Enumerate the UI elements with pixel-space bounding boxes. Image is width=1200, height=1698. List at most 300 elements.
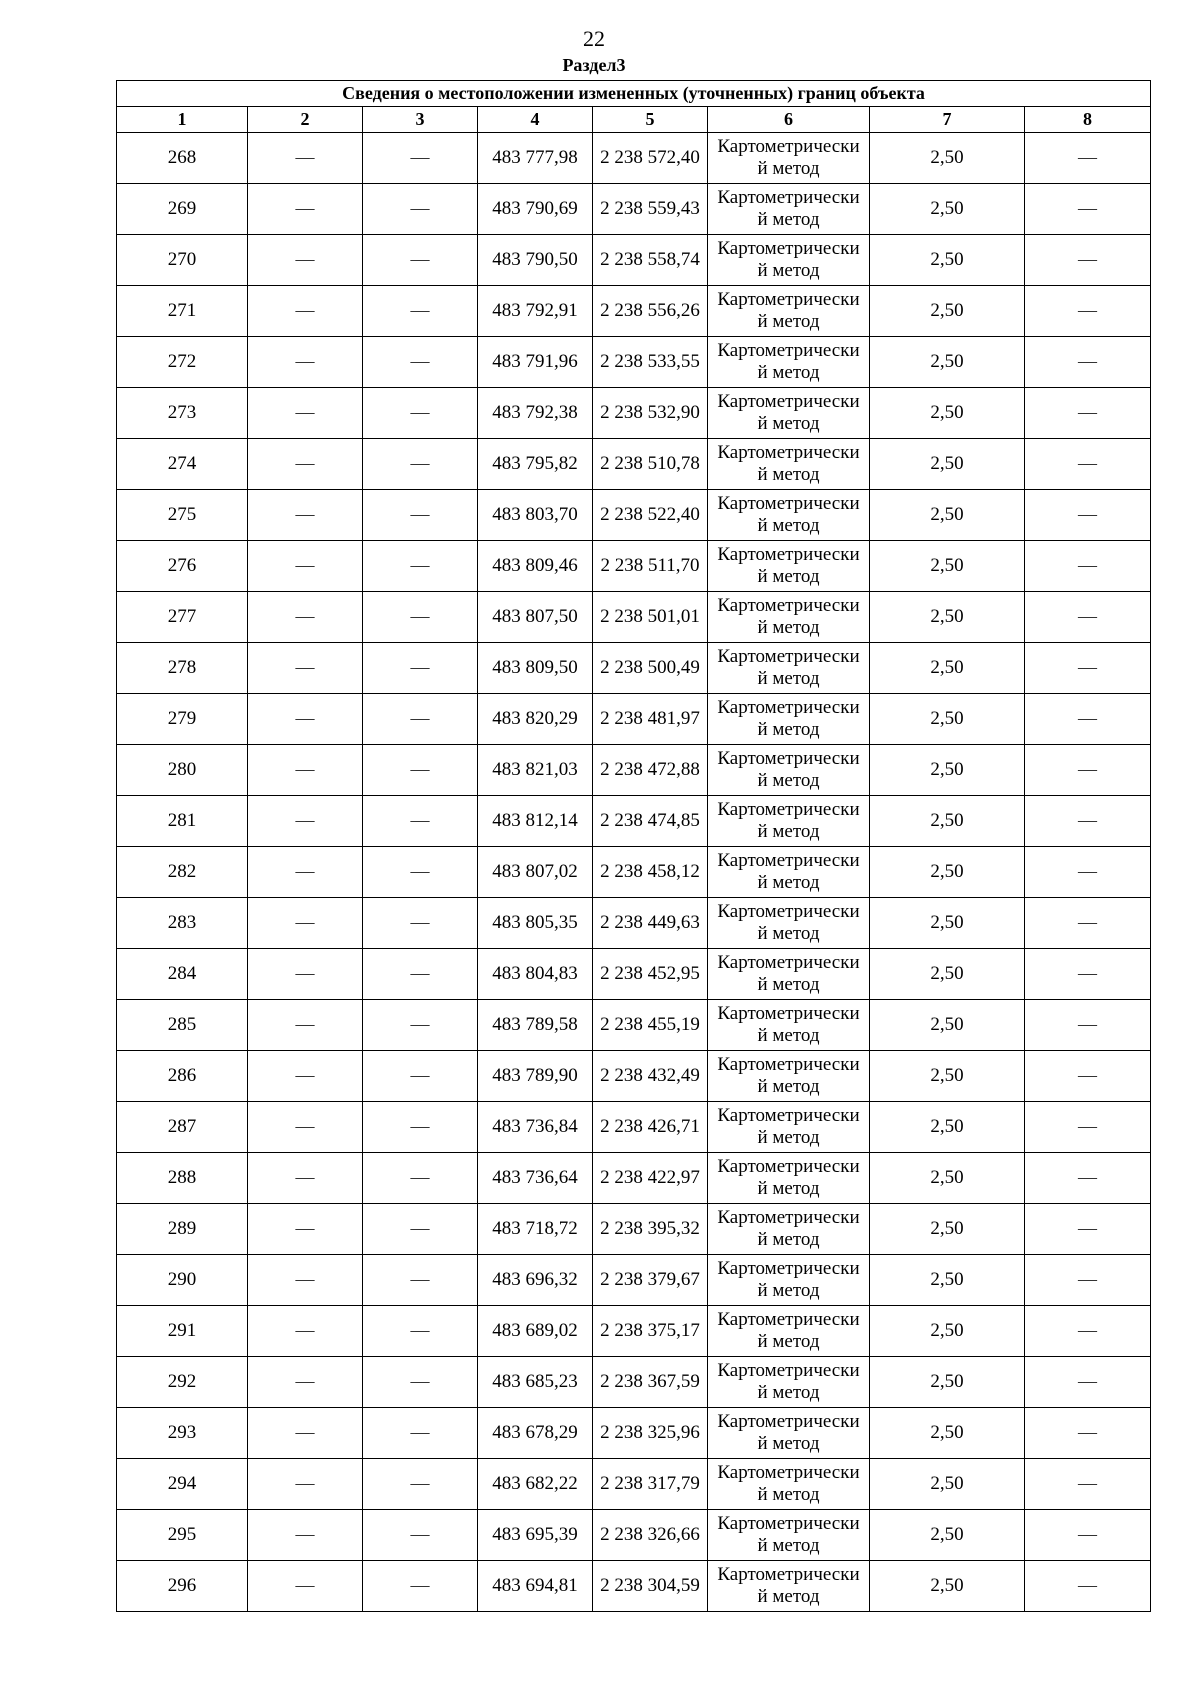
column-8-cell: — (1025, 235, 1151, 286)
y-coordinate-cell: 2 238 395,32 (593, 1204, 708, 1255)
y-coordinate-cell: 2 238 500,49 (593, 643, 708, 694)
y-coordinate-cell: 2 238 559,43 (593, 184, 708, 235)
point-number-cell: 268 (117, 133, 248, 184)
x-coordinate-cell: 483 807,50 (478, 592, 593, 643)
column-8-cell: — (1025, 1306, 1151, 1357)
column-2-cell: — (248, 1408, 363, 1459)
method-line-2: й метод (757, 1127, 820, 1148)
y-coordinate-cell: 2 238 375,17 (593, 1306, 708, 1357)
column-8-cell: — (1025, 949, 1151, 1000)
column-8-cell: — (1025, 694, 1151, 745)
column-8-cell: — (1025, 745, 1151, 796)
table-row (117, 337, 1151, 388)
y-coordinate-cell: 2 238 572,40 (593, 133, 708, 184)
column-3-cell: — (363, 1204, 478, 1255)
point-number-cell: 274 (117, 439, 248, 490)
y-coordinate-cell: 2 238 367,59 (593, 1357, 708, 1408)
method-line-2: й метод (757, 413, 820, 434)
method-cell (708, 1051, 870, 1102)
column-2-cell: — (248, 949, 363, 1000)
method-line-2: й метод (757, 1331, 820, 1352)
method-line-2: й метод (757, 1280, 820, 1301)
method-cell (708, 286, 870, 337)
method-line-1: Картометрически (717, 748, 860, 769)
method-cell (708, 694, 870, 745)
column-3-cell: — (363, 133, 478, 184)
method-line-1: Картометрически (717, 289, 860, 310)
column-3-cell: — (363, 898, 478, 949)
x-coordinate-cell: 483 678,29 (478, 1408, 593, 1459)
method-line-2: й метод (757, 158, 820, 179)
x-coordinate-cell: 483 809,46 (478, 541, 593, 592)
method-line-2: й метод (757, 974, 820, 995)
column-2-cell: — (248, 490, 363, 541)
column-8-cell: — (1025, 1561, 1151, 1612)
method-line-1: Картометрически (717, 442, 860, 463)
method-line-2: й метод (757, 362, 820, 383)
column-2-cell: — (248, 1051, 363, 1102)
column-2-cell: — (248, 1153, 363, 1204)
column-8-cell: — (1025, 847, 1151, 898)
method-line-1: Картометрически (717, 1564, 860, 1585)
point-number-cell: 283 (117, 898, 248, 949)
method-cell (708, 1255, 870, 1306)
y-coordinate-cell: 2 238 426,71 (593, 1102, 708, 1153)
method-line-2: й метод (757, 1025, 820, 1046)
table-row (117, 1561, 1151, 1612)
table-row (117, 1153, 1151, 1204)
column-3-cell: — (363, 694, 478, 745)
point-number-cell: 272 (117, 337, 248, 388)
table-row (117, 694, 1151, 745)
column-header: 3 (363, 107, 478, 133)
table-row (117, 796, 1151, 847)
method-cell (708, 1357, 870, 1408)
column-3-cell: — (363, 337, 478, 388)
column-8-cell: — (1025, 1255, 1151, 1306)
method-line-1: Картометрически (717, 1258, 860, 1279)
table-row (117, 643, 1151, 694)
column-3-cell: — (363, 592, 478, 643)
x-coordinate-cell: 483 682,22 (478, 1459, 593, 1510)
table-row (117, 1051, 1151, 1102)
column-8-cell: — (1025, 1102, 1151, 1153)
y-coordinate-cell: 2 238 511,70 (593, 541, 708, 592)
table-row (117, 592, 1151, 643)
point-number-cell: 293 (117, 1408, 248, 1459)
column-8-cell: — (1025, 1051, 1151, 1102)
point-number-cell: 285 (117, 1000, 248, 1051)
y-coordinate-cell: 2 238 432,49 (593, 1051, 708, 1102)
accuracy-cell: 2,50 (870, 490, 1025, 541)
method-cell (708, 847, 870, 898)
accuracy-cell: 2,50 (870, 439, 1025, 490)
table-header-row (117, 107, 1151, 133)
accuracy-cell: 2,50 (870, 898, 1025, 949)
column-8-cell: — (1025, 388, 1151, 439)
method-line-1: Картометрически (717, 1054, 860, 1075)
table-row (117, 1102, 1151, 1153)
column-3-cell: — (363, 643, 478, 694)
table-row (117, 1357, 1151, 1408)
point-number-cell: 277 (117, 592, 248, 643)
x-coordinate-cell: 483 792,91 (478, 286, 593, 337)
method-line-2: й метод (757, 821, 820, 842)
x-coordinate-cell: 483 795,82 (478, 439, 593, 490)
accuracy-cell: 2,50 (870, 1255, 1025, 1306)
x-coordinate-cell: 483 790,50 (478, 235, 593, 286)
column-3-cell: — (363, 796, 478, 847)
point-number-cell: 284 (117, 949, 248, 1000)
column-2-cell: — (248, 1102, 363, 1153)
x-coordinate-cell: 483 791,96 (478, 337, 593, 388)
method-line-1: Картометрически (717, 646, 860, 667)
column-8-cell: — (1025, 286, 1151, 337)
method-line-1: Картометрически (717, 1156, 860, 1177)
column-3-cell: — (363, 1510, 478, 1561)
column-8-cell: — (1025, 1408, 1151, 1459)
point-number-cell: 269 (117, 184, 248, 235)
y-coordinate-cell: 2 238 532,90 (593, 388, 708, 439)
column-2-cell: — (248, 184, 363, 235)
method-line-1: Картометрически (717, 544, 860, 565)
column-header: 8 (1025, 107, 1151, 133)
method-line-1: Картометрически (717, 238, 860, 259)
column-8-cell: — (1025, 337, 1151, 388)
coordinates-table (116, 80, 1151, 1612)
method-line-1: Картометрически (717, 1411, 860, 1432)
x-coordinate-cell: 483 736,84 (478, 1102, 593, 1153)
method-cell (708, 235, 870, 286)
table-row (117, 949, 1151, 1000)
x-coordinate-cell: 483 789,58 (478, 1000, 593, 1051)
accuracy-cell: 2,50 (870, 694, 1025, 745)
y-coordinate-cell: 2 238 533,55 (593, 337, 708, 388)
table-row (117, 1510, 1151, 1561)
point-number-cell: 292 (117, 1357, 248, 1408)
y-coordinate-cell: 2 238 304,59 (593, 1561, 708, 1612)
x-coordinate-cell: 483 695,39 (478, 1510, 593, 1561)
method-line-1: Картометрически (717, 1462, 860, 1483)
point-number-cell: 287 (117, 1102, 248, 1153)
y-coordinate-cell: 2 238 510,78 (593, 439, 708, 490)
point-number-cell: 296 (117, 1561, 248, 1612)
method-line-1: Картометрически (717, 901, 860, 922)
column-2-cell: — (248, 541, 363, 592)
accuracy-cell: 2,50 (870, 1357, 1025, 1408)
method-line-2: й метод (757, 209, 820, 230)
column-8-cell: — (1025, 439, 1151, 490)
column-2-cell: — (248, 694, 363, 745)
column-3-cell: — (363, 847, 478, 898)
method-cell (708, 490, 870, 541)
table-row (117, 133, 1151, 184)
method-line-2: й метод (757, 1433, 820, 1454)
column-3-cell: — (363, 1561, 478, 1612)
column-header: 4 (478, 107, 593, 133)
table-row (117, 490, 1151, 541)
table-row (117, 388, 1151, 439)
method-cell (708, 796, 870, 847)
column-3-cell: — (363, 235, 478, 286)
x-coordinate-cell: 483 792,38 (478, 388, 593, 439)
x-coordinate-cell: 483 694,81 (478, 1561, 593, 1612)
method-cell (708, 1510, 870, 1561)
table-row (117, 286, 1151, 337)
point-number-cell: 286 (117, 1051, 248, 1102)
column-2-cell: — (248, 337, 363, 388)
column-3-cell: — (363, 439, 478, 490)
method-cell (708, 1153, 870, 1204)
column-8-cell: — (1025, 1153, 1151, 1204)
point-number-cell: 276 (117, 541, 248, 592)
column-8-cell: — (1025, 541, 1151, 592)
x-coordinate-cell: 483 736,64 (478, 1153, 593, 1204)
method-line-2: й метод (757, 260, 820, 281)
accuracy-cell: 2,50 (870, 1459, 1025, 1510)
column-3-cell: — (363, 1153, 478, 1204)
point-number-cell: 281 (117, 796, 248, 847)
point-number-cell: 279 (117, 694, 248, 745)
column-2-cell: — (248, 1510, 363, 1561)
method-line-1: Картометрически (717, 1105, 860, 1126)
x-coordinate-cell: 483 812,14 (478, 796, 593, 847)
method-line-2: й метод (757, 923, 820, 944)
table-row (117, 1459, 1151, 1510)
x-coordinate-cell: 483 718,72 (478, 1204, 593, 1255)
accuracy-cell: 2,50 (870, 1561, 1025, 1612)
method-line-2: й метод (757, 1535, 820, 1556)
method-cell (708, 1459, 870, 1510)
column-3-cell: — (363, 1357, 478, 1408)
column-8-cell: — (1025, 1510, 1151, 1561)
point-number-cell: 290 (117, 1255, 248, 1306)
x-coordinate-cell: 483 820,29 (478, 694, 593, 745)
method-line-2: й метод (757, 311, 820, 332)
method-line-2: й метод (757, 1178, 820, 1199)
accuracy-cell: 2,50 (870, 1204, 1025, 1255)
column-3-cell: — (363, 1255, 478, 1306)
method-line-1: Картометрически (717, 187, 860, 208)
method-line-2: й метод (757, 515, 820, 536)
table-row (117, 1306, 1151, 1357)
method-line-2: й метод (757, 872, 820, 893)
table-row (117, 1255, 1151, 1306)
y-coordinate-cell: 2 238 326,66 (593, 1510, 708, 1561)
column-header: 5 (593, 107, 708, 133)
point-number-cell: 278 (117, 643, 248, 694)
y-coordinate-cell: 2 238 455,19 (593, 1000, 708, 1051)
method-line-1: Картометрически (717, 493, 860, 514)
method-cell (708, 1306, 870, 1357)
point-number-cell: 273 (117, 388, 248, 439)
column-3-cell: — (363, 490, 478, 541)
point-number-cell: 271 (117, 286, 248, 337)
column-8-cell: — (1025, 1204, 1151, 1255)
column-3-cell: — (363, 184, 478, 235)
method-cell (708, 745, 870, 796)
y-coordinate-cell: 2 238 558,74 (593, 235, 708, 286)
column-2-cell: — (248, 592, 363, 643)
table-body (117, 133, 1151, 1612)
column-2-cell: — (248, 796, 363, 847)
method-cell (708, 541, 870, 592)
point-number-cell: 289 (117, 1204, 248, 1255)
point-number-cell: 294 (117, 1459, 248, 1510)
column-8-cell: — (1025, 1357, 1151, 1408)
method-cell (708, 1204, 870, 1255)
point-number-cell: 291 (117, 1306, 248, 1357)
point-number-cell: 275 (117, 490, 248, 541)
column-3-cell: — (363, 1102, 478, 1153)
y-coordinate-cell: 2 238 501,01 (593, 592, 708, 643)
column-8-cell: — (1025, 1000, 1151, 1051)
method-line-1: Картометрически (717, 1513, 860, 1534)
accuracy-cell: 2,50 (870, 745, 1025, 796)
point-number-cell: 270 (117, 235, 248, 286)
x-coordinate-cell: 483 790,69 (478, 184, 593, 235)
column-3-cell: — (363, 745, 478, 796)
accuracy-cell: 2,50 (870, 133, 1025, 184)
accuracy-cell: 2,50 (870, 1306, 1025, 1357)
column-2-cell: — (248, 745, 363, 796)
table-row (117, 1000, 1151, 1051)
table-row (117, 1408, 1151, 1459)
column-3-cell: — (363, 541, 478, 592)
method-line-1: Картометрически (717, 1309, 860, 1330)
y-coordinate-cell: 2 238 449,63 (593, 898, 708, 949)
method-cell (708, 1000, 870, 1051)
y-coordinate-cell: 2 238 481,97 (593, 694, 708, 745)
method-line-2: й метод (757, 1229, 820, 1250)
column-8-cell: — (1025, 592, 1151, 643)
x-coordinate-cell: 483 805,35 (478, 898, 593, 949)
y-coordinate-cell: 2 238 379,67 (593, 1255, 708, 1306)
column-2-cell: — (248, 286, 363, 337)
table-row (117, 439, 1151, 490)
accuracy-cell: 2,50 (870, 1153, 1025, 1204)
method-line-1: Картометрически (717, 952, 860, 973)
y-coordinate-cell: 2 238 325,96 (593, 1408, 708, 1459)
column-2-cell: — (248, 1255, 363, 1306)
column-3-cell: — (363, 286, 478, 337)
table-row (117, 235, 1151, 286)
column-3-cell: — (363, 1051, 478, 1102)
method-line-1: Картометрически (717, 391, 860, 412)
column-3-cell: — (363, 1459, 478, 1510)
method-line-2: й метод (757, 1076, 820, 1097)
method-line-2: й метод (757, 566, 820, 587)
x-coordinate-cell: 483 689,02 (478, 1306, 593, 1357)
point-number-cell: 280 (117, 745, 248, 796)
table-row (117, 541, 1151, 592)
column-8-cell: — (1025, 1459, 1151, 1510)
column-header: 2 (248, 107, 363, 133)
x-coordinate-cell: 483 789,90 (478, 1051, 593, 1102)
y-coordinate-cell: 2 238 522,40 (593, 490, 708, 541)
method-cell (708, 949, 870, 1000)
point-number-cell: 288 (117, 1153, 248, 1204)
column-2-cell: — (248, 388, 363, 439)
method-cell (708, 643, 870, 694)
column-3-cell: — (363, 1306, 478, 1357)
x-coordinate-cell: 483 685,23 (478, 1357, 593, 1408)
y-coordinate-cell: 2 238 317,79 (593, 1459, 708, 1510)
method-line-2: й метод (757, 464, 820, 485)
column-8-cell: — (1025, 643, 1151, 694)
accuracy-cell: 2,50 (870, 592, 1025, 643)
method-cell (708, 388, 870, 439)
column-2-cell: — (248, 1561, 363, 1612)
accuracy-cell: 2,50 (870, 184, 1025, 235)
column-8-cell: — (1025, 490, 1151, 541)
method-cell (708, 592, 870, 643)
table-row (117, 847, 1151, 898)
column-8-cell: — (1025, 898, 1151, 949)
table-row (117, 1204, 1151, 1255)
method-line-2: й метод (757, 1484, 820, 1505)
method-line-1: Картометрически (717, 595, 860, 616)
y-coordinate-cell: 2 238 458,12 (593, 847, 708, 898)
y-coordinate-cell: 2 238 452,95 (593, 949, 708, 1000)
column-3-cell: — (363, 1408, 478, 1459)
column-2-cell: — (248, 1000, 363, 1051)
method-line-1: Картометрически (717, 340, 860, 361)
method-line-2: й метод (757, 1382, 820, 1403)
accuracy-cell: 2,50 (870, 643, 1025, 694)
column-2-cell: — (248, 235, 363, 286)
accuracy-cell: 2,50 (870, 388, 1025, 439)
x-coordinate-cell: 483 821,03 (478, 745, 593, 796)
column-3-cell: — (363, 1000, 478, 1051)
column-2-cell: — (248, 898, 363, 949)
column-header: 1 (117, 107, 248, 133)
method-line-1: Картометрически (717, 136, 860, 157)
table-title-row (117, 81, 1151, 107)
x-coordinate-cell: 483 696,32 (478, 1255, 593, 1306)
method-cell (708, 337, 870, 388)
accuracy-cell: 2,50 (870, 1000, 1025, 1051)
table-title: Сведения о местоположении измененных (уточненных) границ объекта (117, 81, 1151, 107)
accuracy-cell: 2,50 (870, 286, 1025, 337)
y-coordinate-cell: 2 238 422,97 (593, 1153, 708, 1204)
method-line-1: Картометрически (717, 1207, 860, 1228)
column-2-cell: — (248, 1306, 363, 1357)
x-coordinate-cell: 483 803,70 (478, 490, 593, 541)
method-line-1: Картометрически (717, 697, 860, 718)
accuracy-cell: 2,50 (870, 796, 1025, 847)
column-8-cell: — (1025, 133, 1151, 184)
x-coordinate-cell: 483 809,50 (478, 643, 593, 694)
method-line-2: й метод (757, 668, 820, 689)
y-coordinate-cell: 2 238 472,88 (593, 745, 708, 796)
point-number-cell: 295 (117, 1510, 248, 1561)
method-line-1: Картометрически (717, 1360, 860, 1381)
accuracy-cell: 2,50 (870, 1051, 1025, 1102)
method-line-2: й метод (757, 719, 820, 740)
table-row (117, 898, 1151, 949)
column-2-cell: — (248, 1459, 363, 1510)
section-label: Раздел3 (562, 55, 626, 75)
accuracy-cell: 2,50 (870, 1102, 1025, 1153)
table-row (117, 745, 1151, 796)
column-8-cell: — (1025, 796, 1151, 847)
column-3-cell: — (363, 388, 478, 439)
method-line-2: й метод (757, 770, 820, 791)
method-line-1: Картометрически (717, 850, 860, 871)
column-header: 6 (708, 107, 870, 133)
accuracy-cell: 2,50 (870, 949, 1025, 1000)
